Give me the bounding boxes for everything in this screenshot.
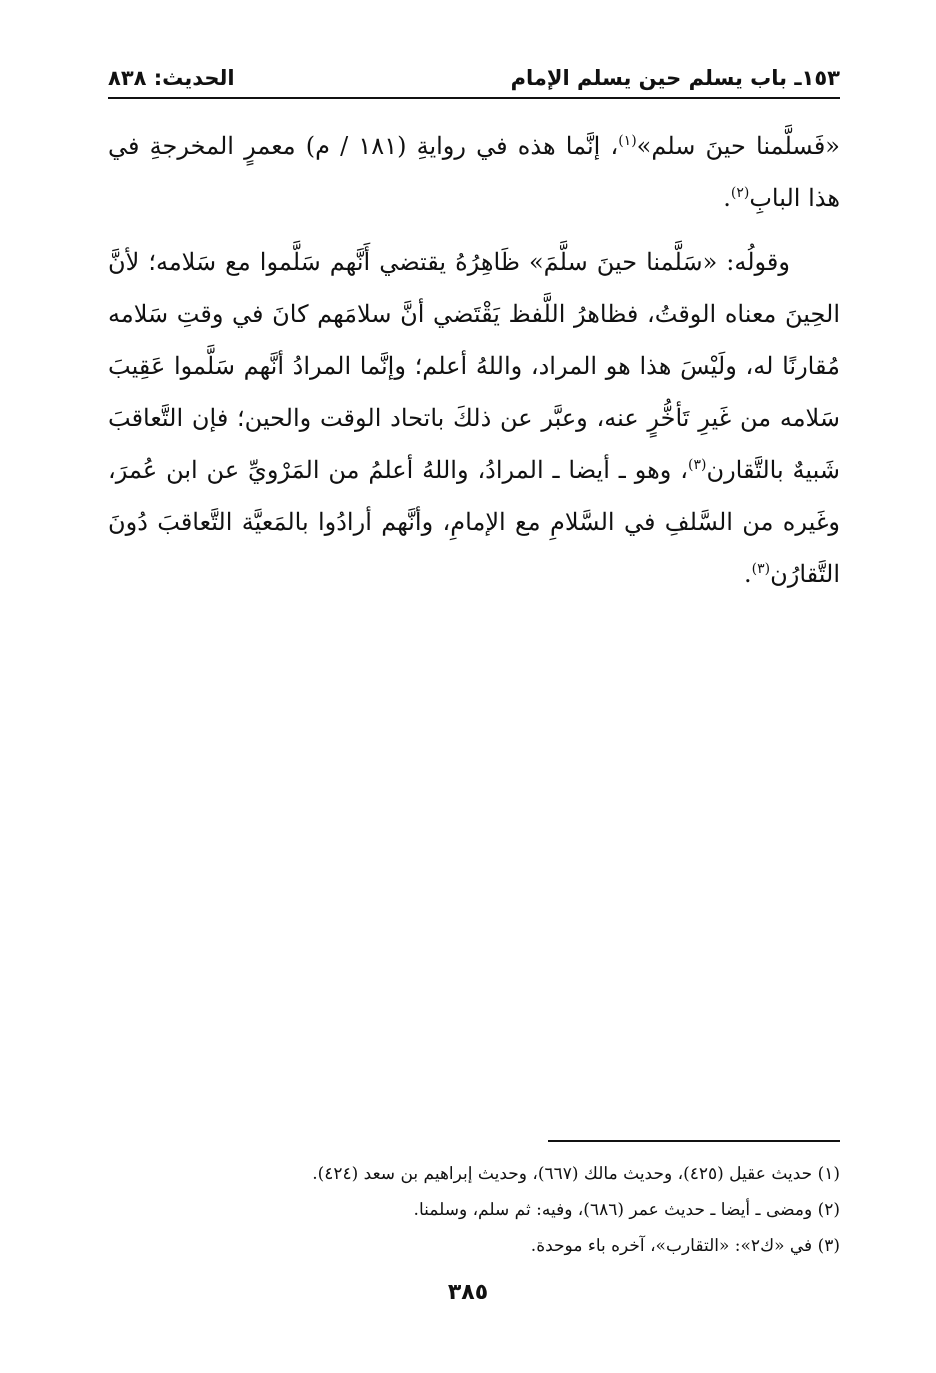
footnote-divider	[548, 1140, 840, 1142]
header-divider	[108, 97, 840, 99]
footnote-ref-3b: (٣)	[751, 561, 771, 577]
footnotes	[108, 1156, 840, 1264]
paragraph-2-end: .	[744, 560, 752, 588]
main-text	[108, 120, 840, 600]
paragraph-1-text-cont: ، إنَّما هذه في روايةِ (١٨١ / م) معمرٍ المخرجةِ في هذا البابِ	[108, 132, 840, 212]
paragraph-2-text: وقولُه: «سَلَّمنا حينَ سلَّمَ» ظَاهِرُهُ يقتضي أَنَّهم سَلَّموا مع سَلامه؛ لأنَّ الحِينَ معناه الوقتُ، فظاهرُ اللَّفظ يَقْتَضي أنَّ سلامَهم كانَ في وقتِ سَلامه مُقارنًا له، ولَيْسَ هذا هو المراد، واللهُ أعلم؛ وإنَّما المرادُ أنَّهم سَلَّموا عَقِيبَ سَلامه من غَيرِ تَأخُّرٍ عنه، وعبَّر عن ذلكَ باتحاد الوقت والحين؛ فإن التَّعاقبَ شَبيهٌ بالتَّقارن	[108, 248, 840, 484]
paragraph-2	[108, 236, 840, 600]
footnote-ref-2: (٢)	[730, 185, 750, 201]
footnote-ref-3a: (٣)	[687, 457, 707, 473]
paragraph-1-text: «فَسلَّمنا حينَ سلم»	[636, 132, 840, 160]
paragraph-2-text-cont: ، وهو ـ أيضا ـ المرادُ، واللهُ أعلمُ من المَرْويِّ عن ابن عُمرَ، وغَيره من السَّلفِ في السَّلامِ مع الإمامِ، وأنَّهم أرادُوا بالمَعيَّة التَّعاقبَ دُونَ التَّقارُن	[108, 456, 840, 588]
paragraph-1	[108, 120, 840, 224]
footnote-2: (٢) ومضى ـ أيضا ـ حديث عمر (٦٨٦)، وفيه: ثم سلم، وسلمنا.	[413, 1200, 840, 1220]
page-number: ٣٨٥	[447, 1280, 489, 1305]
paragraph-1-end: .	[723, 184, 731, 212]
running-header	[108, 60, 840, 96]
footnote-3: (٣) في «ك٢»: «التقارب»، آخره باء موحدة.	[530, 1236, 840, 1256]
chapter-title: ١٥٣ـ باب يسلم حين يسلم الإمام	[510, 66, 840, 90]
footnote-1: (١) حديث عقيل (٤٢٥)، وحديث مالك (٦٦٧)، وحديث إبراهيم بن سعد (٤٢٤).	[312, 1164, 840, 1184]
footnote-ref-1: (١)	[618, 133, 637, 149]
hadith-number: الحديث: ٨٣٨	[108, 66, 235, 90]
